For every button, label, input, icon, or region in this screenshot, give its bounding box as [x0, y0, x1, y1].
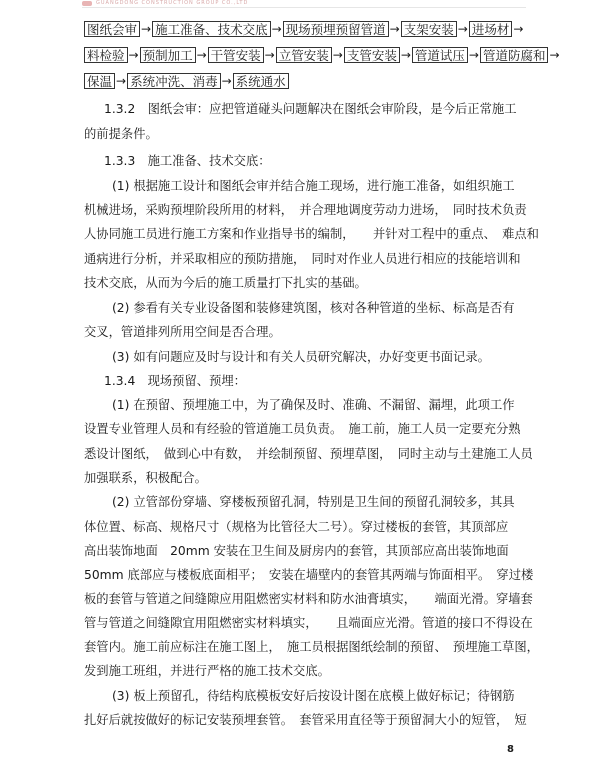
text-line: 体位置、标高、规格尺寸（规格为比管径大二号）。穿过楼板的套管，其顶部应	[84, 520, 509, 534]
text-line: 板的套管与管道之间缝隙应用阻燃密实材料和防水油膏填实， 端面光滑。穿墙套	[84, 592, 533, 606]
flow-step-box: 进场材	[469, 21, 513, 37]
text-line: 人协同施工员进行施工方案和作业指导书的编制， 并针对工程中的重点、 难点和	[84, 227, 539, 241]
flow-step-box: 系统冲洗、消毒	[127, 73, 221, 89]
flow-arrow-icon: →	[400, 48, 411, 62]
text-line: 1.3.4 现场预留、预埋：	[104, 374, 246, 388]
text-line: 1.3.2 图纸会审：应把管道碰头问题解决在图纸会审阶段，是今后正常施工	[104, 102, 517, 116]
flow-step-box: 施工准备、技术交底	[152, 21, 271, 37]
flow-step-box: 管道试压	[412, 47, 468, 63]
text-line: (1) 在预留、预埋施工中，为了确保及时、准确、不漏留、漏埋，此项工作	[112, 398, 515, 412]
flow-arrow-icon: →	[468, 48, 479, 62]
flow-arrow-icon: →	[271, 22, 282, 36]
flow-arrow-icon: →	[457, 22, 468, 36]
flow-arrow-icon: →	[513, 22, 524, 36]
text-line: 管与管道之间缝隙宜用阻燃密实材料填实， 且端面应光滑。管道的接口不得设在	[84, 616, 533, 630]
flow-step-box: 管道防腐和	[480, 47, 549, 63]
flow-arrow-icon: →	[116, 74, 127, 88]
flow-step-box: 干管安装	[208, 47, 264, 63]
text-line: (2) 立管部份穿墙、穿楼板预留孔洞，特别是卫生间的预留孔洞较多，其具	[112, 495, 515, 509]
text-line: 通病进行分析，并采取相应的预防措施， 同时对作业人员进行相应的技能培训和	[84, 252, 521, 266]
flow-arrow-icon: →	[332, 48, 343, 62]
flow-step-box: 系统通水	[233, 73, 289, 89]
text-line: 技术交底，从而为今后的施工质量打下扎实的基础。	[84, 276, 367, 290]
flow-step-box: 支架安装	[401, 21, 457, 37]
page-number: 8	[507, 744, 514, 755]
flow-step-box: 预制加工	[140, 47, 196, 63]
flow-step-box: 保温	[84, 73, 115, 89]
text-line: 机械进场，采购预埋阶段所用的材料， 并合理地调度劳动力进场， 同时技术负责	[84, 203, 527, 217]
text-line: (3) 如有问题应及时与设计和有关人员研究解决，办好变更书面记录。	[112, 350, 490, 364]
flow-step-box: 图纸会审	[84, 21, 140, 37]
flow-step-box: 现场预埋预留管道	[283, 21, 389, 37]
flow-arrow-icon: →	[549, 48, 560, 62]
flow-arrow-icon: →	[196, 48, 207, 62]
text-line: 交叉，管道排列所用空间是否合理。	[84, 325, 281, 339]
text-line: 悉设计图纸， 做到心中有数， 并绘制预留、预埋草图， 同时主动与土建施工人员	[84, 447, 533, 461]
text-line: 1.3.3 施工准备、技术交底：	[104, 154, 271, 168]
text-line: (2) 参看有关专业设备图和装修建筑图，核对各种管道的坐标、标高是否有	[112, 301, 515, 315]
text-line: 高出装饰地面 20mm 安装在卫生间及厨房内的套管，其顶部应高出装饰地面	[84, 544, 509, 558]
text-line: 的前提条件。	[84, 127, 158, 141]
flow-step-box: 支管安装	[344, 47, 400, 63]
flow-arrow-icon: →	[128, 48, 139, 62]
text-line: 加强联系，积极配合。	[84, 471, 207, 485]
document-body	[84, 0, 539, 740]
text-line: 扎好后就按做好的标记安装预埋套管。 套管采用直径等于预留洞大小的短管， 短	[84, 713, 527, 727]
flow-arrow-icon: →	[264, 48, 275, 62]
text-line: (1) 根据施工设计和图纸会审并结合施工现场，进行施工准备，如组织施工	[112, 179, 515, 193]
text-line: (3) 板上预留孔，待结构底模板安好后按设计图在底模上做好标记；待钢筋	[112, 689, 515, 703]
flow-arrow-icon: →	[141, 22, 152, 36]
text-line: 套管内。施工前应标注在施工图上， 施工员根据图纸绘制的预留、 预埋施工草图，	[84, 640, 539, 654]
flow-step-box: 料检验	[84, 47, 128, 63]
flow-step-box: 立管安装	[276, 47, 332, 63]
flow-arrow-icon: →	[221, 74, 232, 88]
company-name: GUANGDONG CONSTRUCTION GROUP CO.,LTD	[96, 0, 249, 6]
text-line: 50mm 底部应与楼板底面相平； 安装在墙壁内的套管其两端与饰面相平。 穿过楼	[84, 568, 534, 582]
flow-arrow-icon: →	[389, 22, 400, 36]
text-line: 发到施工班组，并进行严格的施工技术交底。	[84, 664, 330, 678]
text-line: 设置专业管理人员和有经验的管道施工员负责。 施工前，施工人员一定要充分熟	[84, 422, 521, 436]
